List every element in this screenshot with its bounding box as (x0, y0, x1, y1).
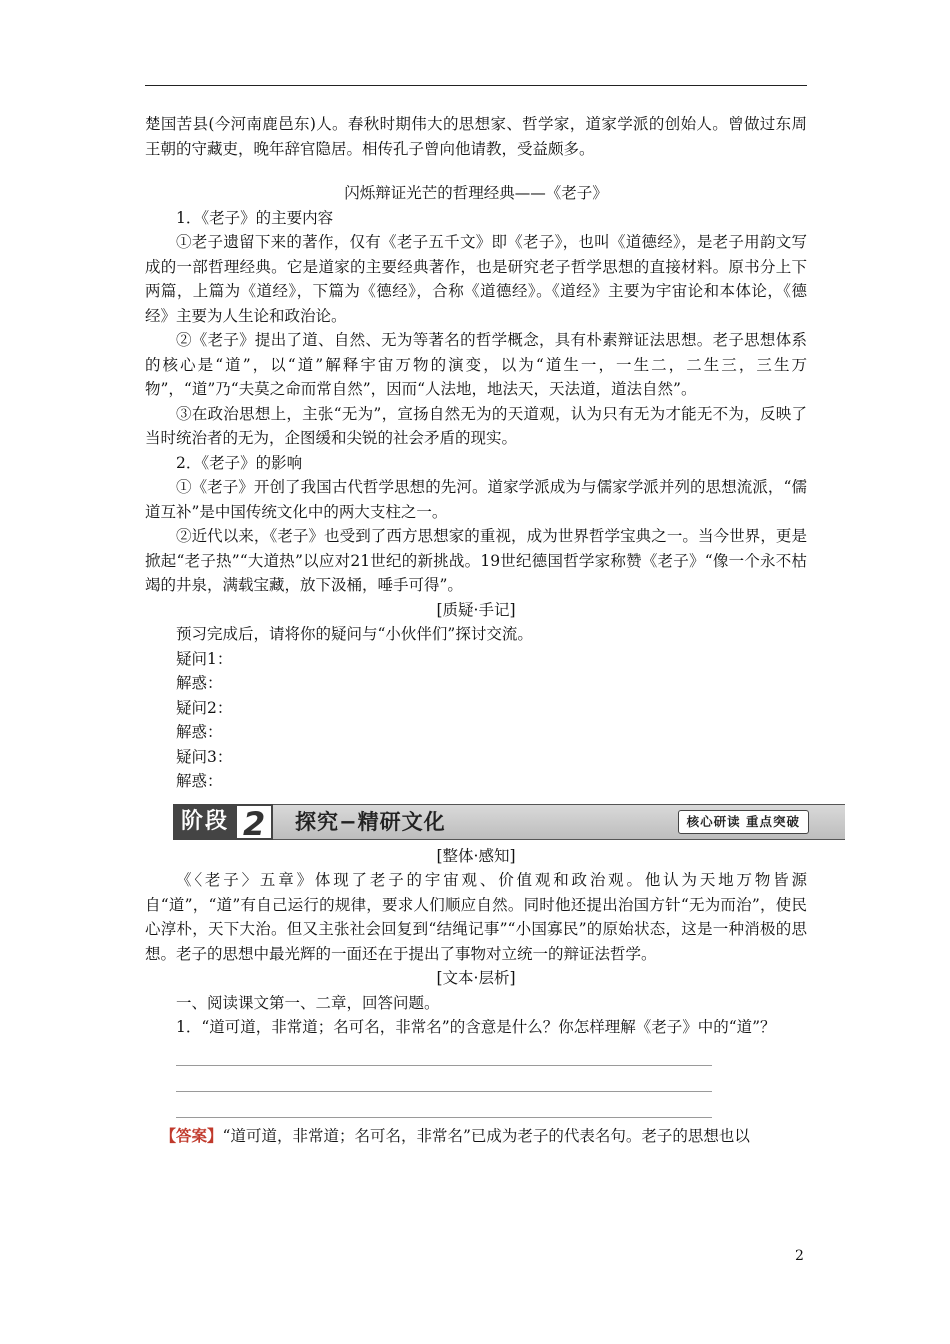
analysis-instruction: 一、阅读课文第一、二章，回答问题。 (176, 993, 440, 1012)
content-paragraph: ②《老子》提出了道、自然、无为等著名的哲学概念，具有朴素辩证法思想。老子思想体系的核心是“道”，以“道”解释宇宙万物的演变，以为“道生一，一生二，二生三，三生万物”，“道”乃“夫莫之命而常自然”，因而“人法地，地法天，天法道，道法自然”。 (145, 331, 807, 398)
notes-item: 疑问1： (176, 649, 233, 668)
content-paragraph: ②近代以来，《老子》也受到了西方思想家的重视，成为世界哲学宝典之一。当今世界，更是掀起“老子热”“大道热”以应对21世纪的新挑战。19世纪德国哲学家称赞《老子》“像一个永不枯竭的井泉，满载宝藏，放下汲桶，唾手可得”。 (145, 527, 807, 594)
notes-item: 疑问2： (176, 698, 233, 717)
overview-paragraph: 《〈老子〉五章》体现了老子的宇宙观、价值观和政治观。他认为天地万物皆源自“道”，“道”有自己运行的规律，要求人们顺应自然。同时他还提出治国方针“无为而治”，使民心淳朴，天下大治。但又主张社会回复到“结绳记事”“小国寡民”的原始状态，这是一种消极的思想。老子的思想中最光辉的一面还在于提出了事物对立统一的辩证法哲学。 (145, 871, 807, 963)
header-rule (145, 85, 807, 86)
page-content (145, 112, 807, 1148)
content-paragraph: ①《老子》开创了我国古代哲学思想的先河。道家学派成为与儒家学派并列的思想流派，“儒道互补”是中国传统文化中的两大支柱之一。 (145, 478, 807, 521)
answer-blank-line (176, 1066, 712, 1092)
answer-blank-line (176, 1040, 712, 1066)
notes-title: [质疑·手记] (436, 600, 516, 619)
stage-number: 2 (235, 804, 273, 840)
intro-paragraph: 楚国苦县(今河南鹿邑东)人。春秋时期伟大的思想家、哲学家，道家学派的创始人。曾做过东周王朝的守藏吏，晚年辞官隐居。相传孔子曾向他请教，受益颇多。 (145, 115, 807, 158)
stage-badge (173, 804, 273, 843)
content-paragraph: ③在政治思想上，主张“无为”，宣扬自然无为的天道观，认为只有无为才能无不为，反映了当时统治者的无为，企图缓和尖锐的社会矛盾的现实。 (145, 404, 807, 447)
subsection-heading-2: 2．《老子》的影响 (176, 453, 303, 472)
page-number: 2 (795, 1248, 804, 1264)
notes-prompt: 预习完成后，请将你的疑问与“小伙伴们”探讨交流。 (176, 625, 533, 643)
analysis-question: 1．“道可道，非常道；名可名，非常名”的含意是什么？你怎样理解《老子》中的“道”？ (176, 1018, 776, 1036)
notes-item: 疑问3： (176, 747, 233, 766)
answer-blank-line (176, 1092, 712, 1118)
section-title: 闪烁辩证光芒的哲理经典——《老子》 (344, 184, 608, 202)
notes-item: 解惑： (176, 674, 223, 692)
subsection-heading-1: 1．《老子》的主要内容 (176, 208, 334, 227)
overview-title: [整体·感知] (436, 846, 516, 865)
stage-title: 探究−精研文化 (295, 809, 446, 834)
stage-banner (145, 804, 807, 843)
answer-paragraph (145, 1124, 807, 1149)
answer-label: 【答案】 (160, 1125, 223, 1145)
stage-word: 阶段 (173, 804, 235, 840)
stage-tag: 核心研读 重点突破 (678, 810, 809, 834)
content-paragraph: ①老子遗留下来的著作，仅有《老子五千文》即《老子》，也叫《道德经》，是老子用韵文写成的一部哲理经典。它是道家的主要经典著作，也是研究老子哲学思想的直接材料。原书分上下两篇，上篇为《道经》，下篇为《德经》，合称《道德经》。《道经》主要为宇宙论和本体论，《德经》主要为人生论和政治论。 (145, 233, 807, 325)
notes-item: 解惑： (176, 723, 223, 741)
analysis-title: [文本·层析] (436, 969, 516, 987)
notes-item: 解惑： (176, 772, 223, 790)
answer-text: “道可道，非常道；名可名，非常名”已成为老子的代表名句。老子的思想也以 (222, 1126, 750, 1145)
